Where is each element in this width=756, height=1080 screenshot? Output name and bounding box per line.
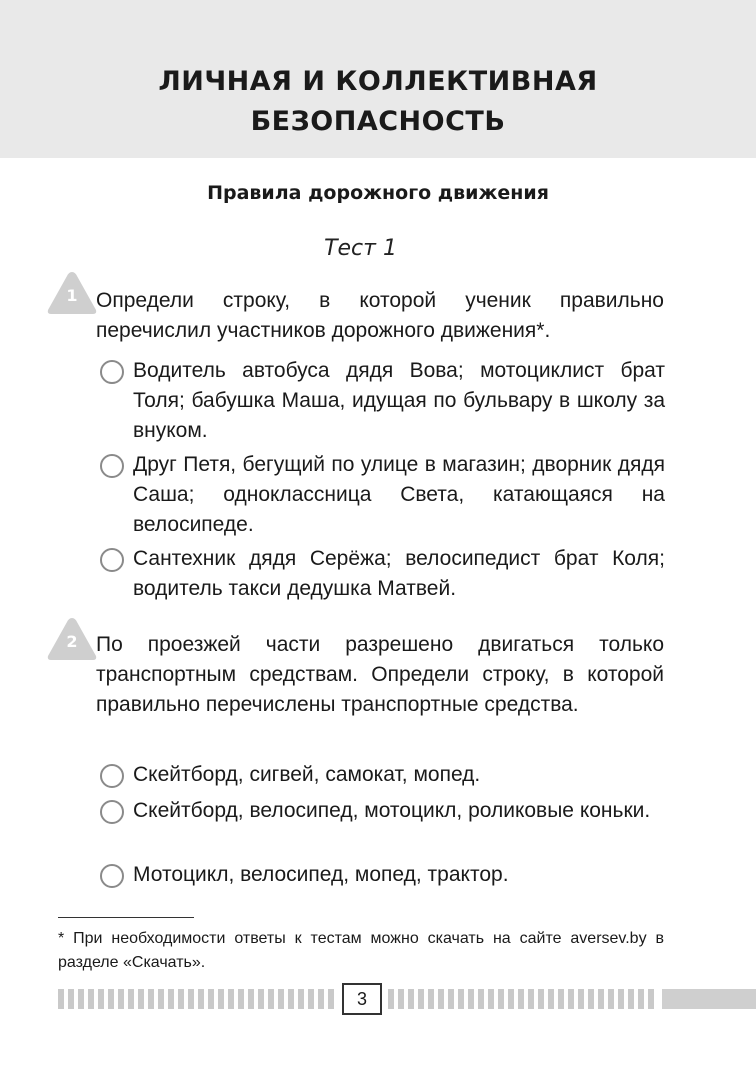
page-number-strip (58, 989, 756, 1009)
radio-button[interactable] (100, 360, 124, 384)
decorative-dashes-right (388, 989, 658, 1009)
option-text: Сантехник дядя Серёжа; велосипедист брат Коля; водитель такси дедушка Матвей. (133, 547, 665, 600)
chapter-title (0, 62, 756, 142)
chapter-title-line2: БЕЗОПАСНОСТЬ (250, 106, 506, 137)
question-1-number: 1 (66, 286, 78, 305)
question-1-text: Определи строку, в которой ученик правильно перечислил участников дорожного движения*. (96, 289, 664, 342)
radio-button[interactable] (100, 548, 124, 572)
footnote-divider (58, 917, 194, 918)
question-2-number: 2 (66, 632, 78, 651)
radio-button[interactable] (100, 864, 124, 888)
question-2-badge (46, 616, 98, 662)
radio-button[interactable] (100, 800, 124, 824)
section-title: Правила дорожного движения (207, 182, 549, 204)
decorative-dashes-left (58, 989, 336, 1009)
test-title: Тест 1 (324, 236, 397, 261)
radio-button[interactable] (100, 454, 124, 478)
option-text: Друг Петя, бегущий по улице в магазин; дворник дядя Саша; одноклассница Света, катающаяся на велосипеде. (133, 453, 665, 536)
question-2-text: По проезжей части разрешено двигаться только транспортным средствам. Определи строку, в которой правильно перечислены транспортные средства. (96, 633, 664, 716)
option-text: Скейтборд, велосипед, мотоцикл, роликовые коньки. (133, 799, 651, 822)
option-text: Водитель автобуса дядя Вова; мотоциклист брат Толя; бабушка Маша, идущая по бульвару в школу за внуком. (133, 359, 665, 442)
option-text: Мотоцикл, велосипед, мопед, трактор. (133, 863, 509, 886)
chapter-title-line1: ЛИЧНАЯ И КОЛЛЕКТИВНАЯ (158, 66, 598, 97)
decorative-bar-right (662, 989, 756, 1009)
footnote: * При необходимости ответы к тестам можно скачать на сайте aversev.by в разделе «Скачать». (58, 930, 664, 971)
question-1-badge (46, 270, 98, 316)
page-number: 3 (342, 983, 382, 1015)
option-text: Скейтборд, сигвей, самокат, мопед. (133, 763, 481, 786)
radio-button[interactable] (100, 764, 124, 788)
